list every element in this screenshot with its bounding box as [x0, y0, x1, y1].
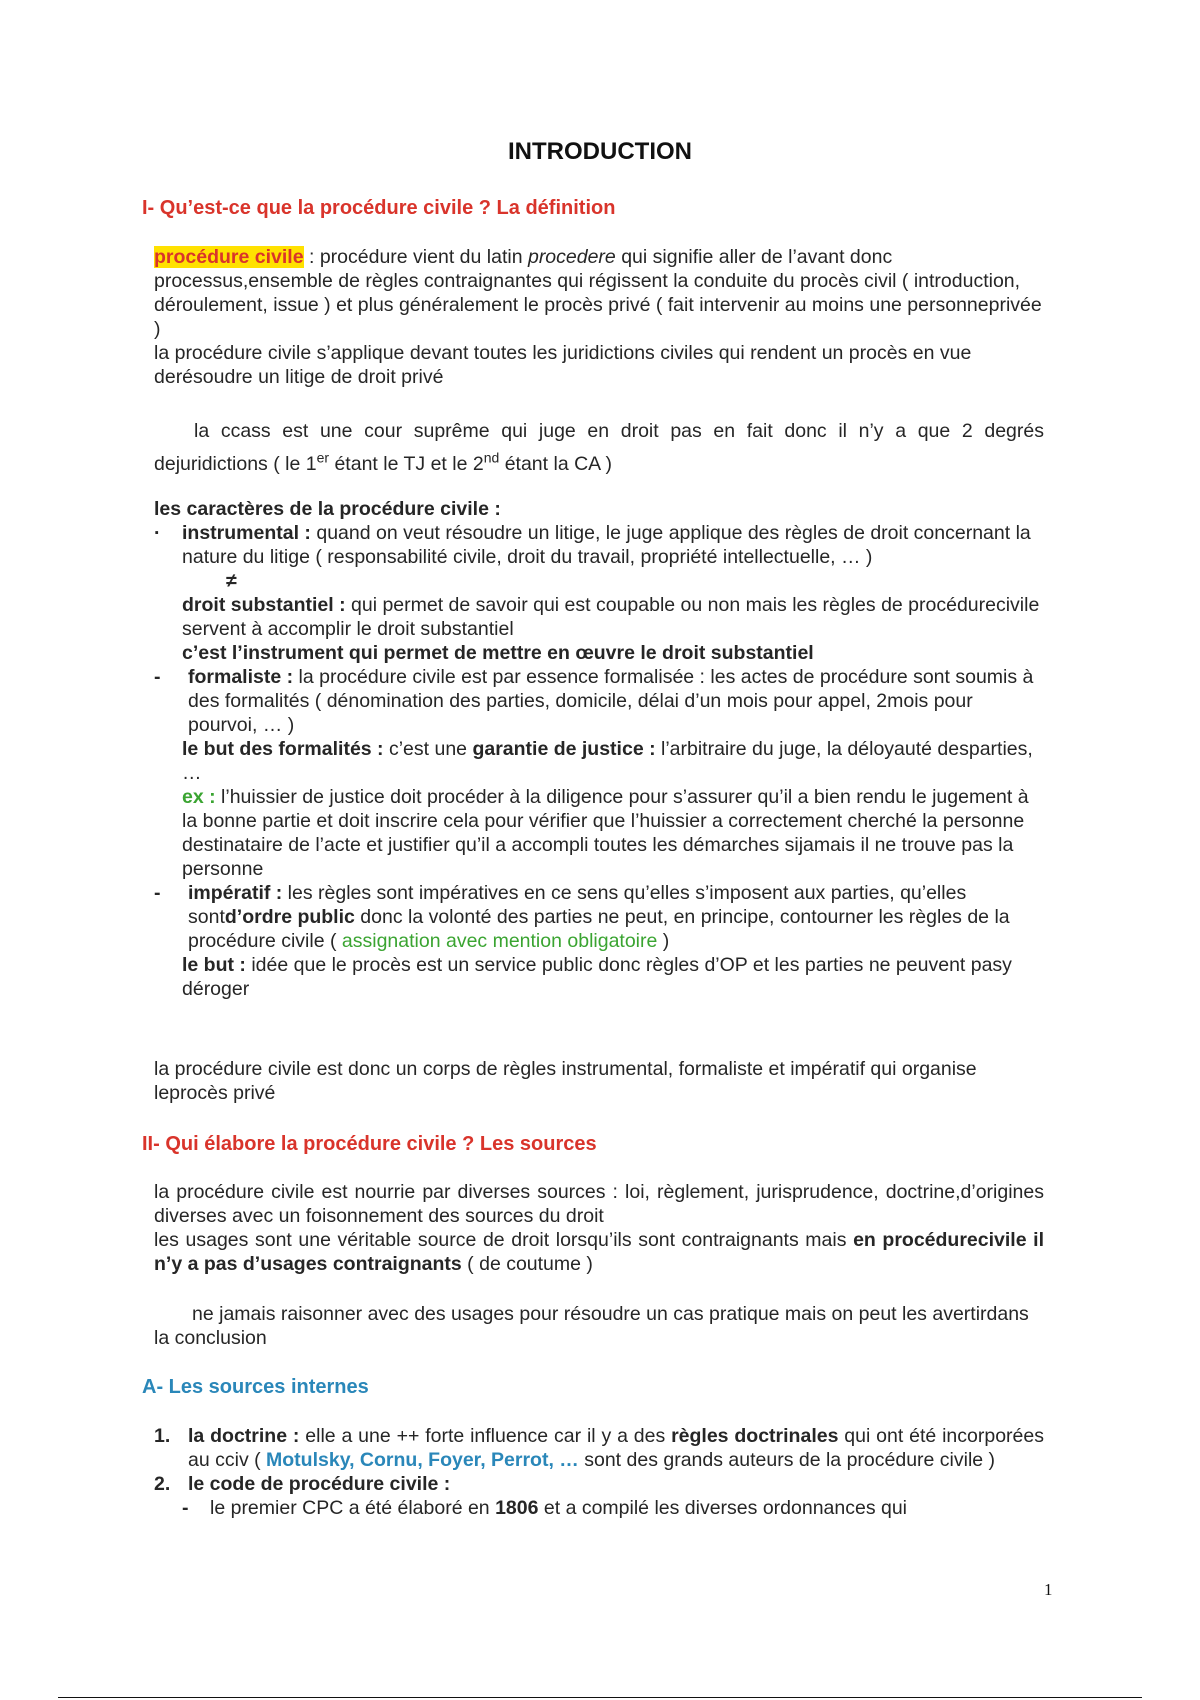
caracteres-heading: les caractères de la procédure civile : [154, 498, 501, 520]
instrument-statement: c’est l’instrument qui permet de mettre en œuvre le droit substantiel [182, 642, 814, 664]
imperatif-item: - impératif : les règles sont impératives en ce sens qu’elles s’imposent aux parties, qu’elles sontd’ordre public donc la volonté des parties ne peut, en principe, contourner les règles de la procédure civile ( assignation avec mention obligatoire ) [154, 882, 1010, 952]
definition-paragraph: procédure civile : procédure vient du latin procedere qui signifie aller de l’avant donc processus,ensemble de règles contraignantes qui régissent la conduite du procès civil ( introduction, déroulement, issue ) et plus généralement le procès privé ( fait intervenir au moins une personneprivée ) [154, 246, 1042, 340]
list-item-doctrine: 1. la doctrine : elle a une ++ forte influence car il y a des règles doctrinales qui ont été incorporées au cciv ( Motulsky, Cornu, Foyer, Perrot, … sont des grands auteurs de la procédure civile ) [154, 1425, 1044, 1471]
bottom-rule [58, 1697, 1142, 1698]
caracteres-list [154, 497, 1044, 1001]
sources-paragraph: la procédure civile est nourrie par diverses sources : loi, règlement, jurisprudence, doctrine,d’origines diverses avec un foisonnement des sources du droit [154, 1181, 1044, 1227]
latin-word: procedere [527, 246, 616, 268]
sources-block [154, 1180, 1044, 1276]
formaliste-item: - formaliste : la procédure civile est par essence formalisée : les actes de procédure sont soumis à des formalités ( dénomination des parties, domicile, délai d’un mois pour appel, 2mois pour pourvoi, … ) [154, 666, 1034, 736]
but-imperatif: le but : idée que le procès est un service public donc règles d’OP et les parties ne peuvent pasy déroger [182, 954, 1012, 1000]
highlighted-term: procédure civile [154, 246, 304, 268]
usages-paragraph: les usages sont une véritable source de droit lorsqu’ils sont contraignants mais en procédurecivile il n’y a pas d’usages contraignants ( de coutume ) [154, 1229, 1044, 1275]
section-2-heading: II- Qui élabore la procédure civile ? Les sources [142, 1133, 597, 1155]
definition-block [154, 245, 1044, 389]
scope-paragraph: la procédure civile s’applique devant toutes les juridictions civiles qui rendent un procès en vue derésoudre un litige de droit privé [154, 342, 972, 388]
example-item: ex : l’huissier de justice doit procéder à la diligence pour s’assurer qu’il a bien rendu le jugement à la bonne partie et doit inscrire cela pour vérifier que l’huissier a correctement cherché la personne destinataire de l’acte et justifier qu’il a accompli toutes les démarches sijamais il ne trouve pas la personne [182, 786, 1029, 880]
but-formalites: le but des formalités : c’est une garantie de justice : l’arbitraire du juge, la déloyauté desparties, … [182, 738, 1033, 784]
substantiel-item: droit substantiel : qui permet de savoir qui est coupable ou non mais les règles de procédurecivile servent à accomplir le droit substantiel [182, 594, 1040, 640]
document-title: INTRODUCTION [508, 138, 692, 165]
usages-advice: ne jamais raisonner avec des usages pour résoudre un cas pratique mais on peut les avertirdans la conclusion [154, 1303, 1029, 1349]
page-number: 1 [1044, 1580, 1053, 1599]
ccass-paragraph: la ccass est une cour suprême qui juge en droit pas en fait donc il n’y a que 2 degrés dejuridictions ( le 1er étant le TJ et le 2nd étant la CA ) [154, 420, 1044, 475]
list-item-cpc: 2. le code de procédure civile : [154, 1473, 451, 1495]
section-a-heading: A- Les sources internes [142, 1376, 369, 1398]
sources-internes-list [154, 1424, 1044, 1520]
not-equal-symbol: ≠ [226, 570, 237, 592]
section-1-heading: I- Qu’est-ce que la procédure civile ? La définition [142, 197, 616, 219]
conclusion-paragraph: la procédure civile est donc un corps de règles instrumental, formaliste et impératif qui organise leprocès privé [154, 1058, 977, 1104]
sub-item-1806: - le premier CPC a été élaboré en 1806 et a compilé les diverses ordonnances qui [182, 1497, 908, 1519]
instrumental-item: · instrumental : quand on veut résoudre un litige, le juge applique des règles de droit concernant la nature du litige ( responsabilité civile, droit du travail, propriété intellectuelle, … ) [154, 522, 1031, 568]
